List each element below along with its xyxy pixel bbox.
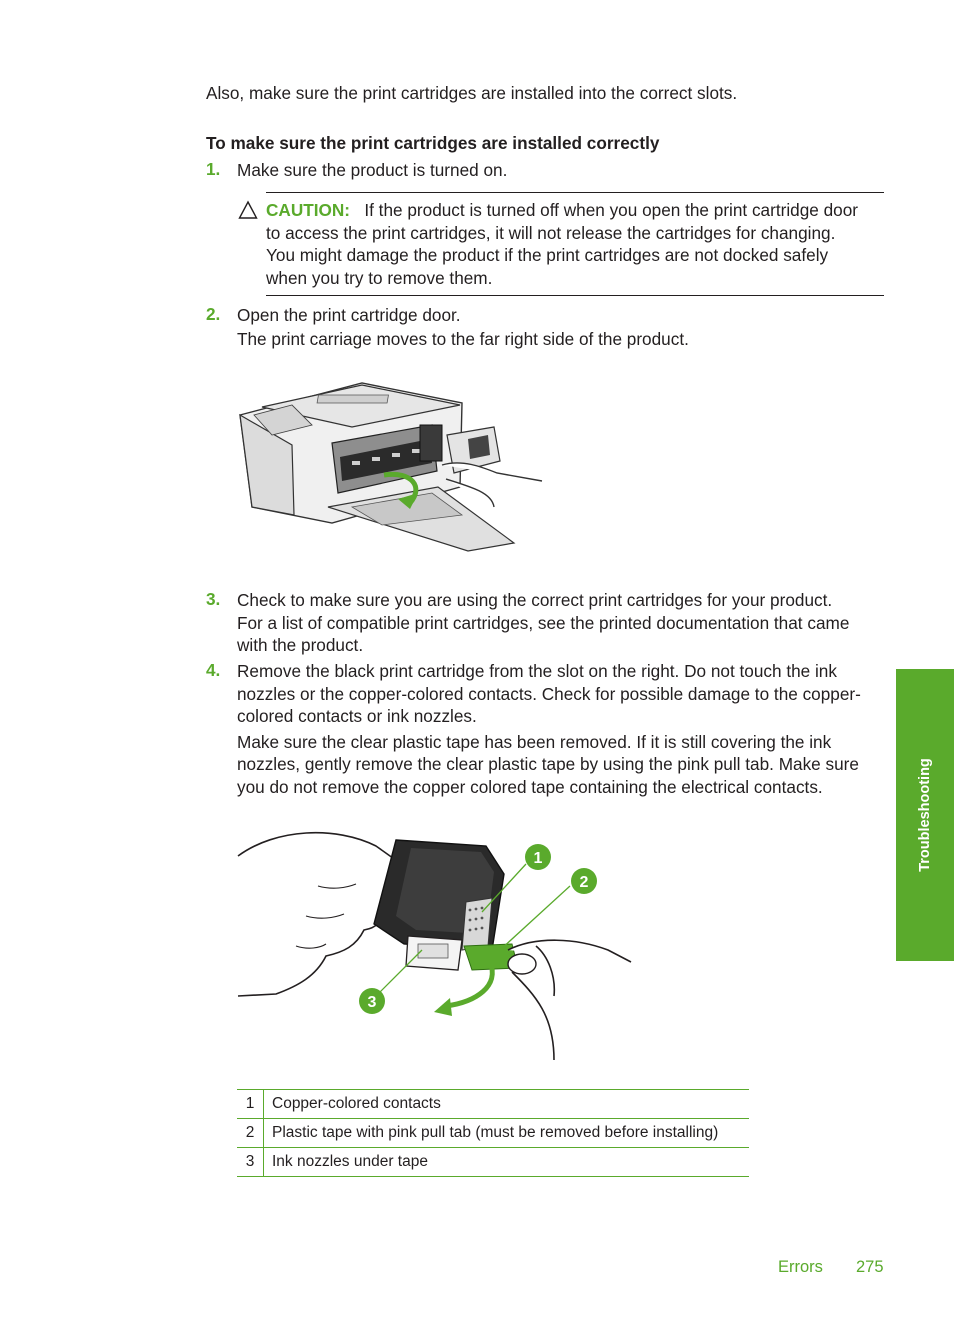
caution-line: when you try to remove them.: [266, 267, 493, 288]
legend-number: 1: [237, 1090, 264, 1119]
legend-table: [237, 1089, 749, 1177]
caution-line: If the product is turned off when you open the print cartridge door: [364, 200, 859, 220]
cartridge-illustration: [236, 826, 636, 1070]
step-line: with the product.: [237, 635, 364, 655]
legend-text: Copper-colored contacts: [264, 1090, 750, 1119]
caution-label: CAUTION:: [266, 200, 351, 220]
step-line: you do not remove the copper colored tape containing the electrical contacts.: [237, 776, 823, 797]
step-line: The print carriage moves to the far right side of the product.: [237, 329, 689, 349]
section-heading: To make sure the print cartridges are installed correctly: [206, 133, 660, 153]
step-text: [237, 304, 689, 351]
step-line: nozzles or the copper-colored contacts. Check for possible damage to the copper-: [237, 683, 861, 704]
step-line: Check to make sure you are using the correct print cartridges for your product.: [237, 590, 833, 610]
step-line: Open the print cartridge door.: [237, 305, 461, 325]
callout-number: 2: [579, 874, 589, 891]
footer-section: Errors: [778, 1258, 823, 1276]
intro-text: Also, make sure the print cartridges are installed into the correct slots.: [206, 83, 738, 103]
step-number: 1.: [206, 159, 221, 179]
legend-number: 3: [237, 1148, 264, 1177]
callout-number: 3: [367, 994, 377, 1011]
caution-line: You might damage the product if the print cartridges are not docked safely: [266, 245, 829, 265]
callout-number: 1: [533, 850, 543, 867]
legend-text: Ink nozzles under tape: [264, 1148, 750, 1177]
chapter-tab-label: Troubleshooting: [917, 758, 933, 872]
caution-icon: [238, 200, 258, 220]
caution-block: [266, 199, 886, 289]
caution-bottom-rule: [266, 295, 884, 296]
step-line: colored contacts or ink nozzles.: [237, 706, 477, 726]
chapter-tab: [896, 669, 954, 961]
table-row: [237, 1090, 749, 1119]
step-number: 2.: [206, 304, 221, 324]
legend-number: 2: [237, 1119, 264, 1148]
printer-illustration: [232, 375, 552, 555]
step-text: Make sure the product is turned on.: [237, 160, 508, 180]
table-row: [237, 1148, 749, 1177]
caution-line: to access the print cartridges, it will not release the cartridges for changing.: [266, 222, 836, 243]
step-text: [237, 660, 861, 798]
step-number: 4.: [206, 660, 221, 680]
step-line: Make sure the clear plastic tape has been removed. If it is still covering the ink: [237, 731, 832, 752]
step-text: [237, 589, 849, 657]
step-line: nozzles, gently remove the clear plastic tape by using the pink pull tab. Make sure: [237, 754, 859, 774]
table-row: [237, 1119, 749, 1148]
step-line: For a list of compatible print cartridges, see the printed documentation that came: [237, 612, 850, 633]
step-number: 3.: [206, 589, 221, 609]
page-number: 275: [856, 1258, 884, 1276]
legend-text: Plastic tape with pink pull tab (must be removed before installing): [264, 1119, 750, 1148]
step-line: Remove the black print cartridge from the slot on the right. Do not touch the ink: [237, 661, 837, 681]
caution-top-rule: [266, 192, 884, 193]
